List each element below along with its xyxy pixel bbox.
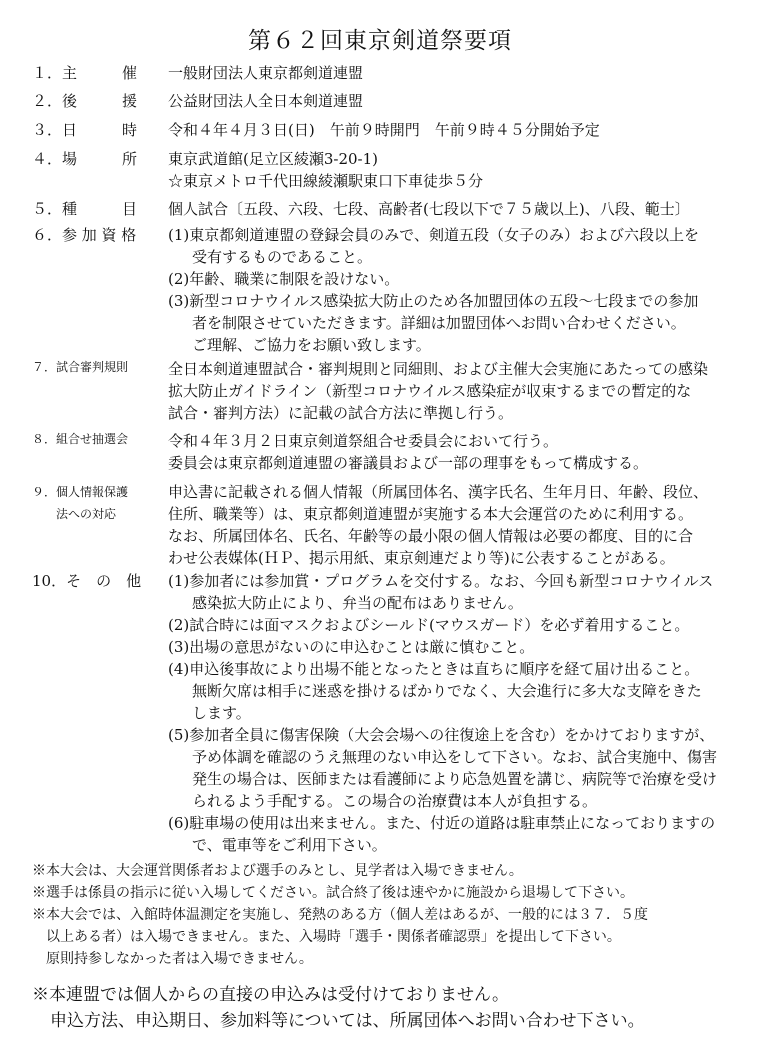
section-line: 無断欠席は相手に迷惑を掛けるばかりでなく、大会進行に多大な支障をきた: [192, 682, 702, 700]
section-line: なお、所属団体名、氏名、年齢等の最小限の個人情報は必要の都度、目的に合: [168, 527, 694, 545]
section-label: ４．場 所: [32, 150, 138, 168]
section-line: 一般財団法人東京都剣道連盟: [168, 64, 364, 82]
section-line: (5)参加者全員に傷害保険（大会会場への往復途上を含む）をかけておりますが、: [168, 726, 715, 744]
section-line: 東京武道館(足立区綾瀬3-20-1): [168, 150, 379, 168]
section-label: ２．後 援: [32, 92, 138, 110]
note-line: 以上ある者）は入場できません。また、入場時「選手・関係者確認票」を提出して下さい。: [46, 929, 621, 945]
section-line: します。: [192, 704, 251, 722]
section-line: ☆東京メトロ千代田線綾瀬駅東口下車徒歩５分: [168, 172, 484, 190]
section-line: 試合・審判方法）に記載の試合方法に準拠し行う。: [168, 404, 514, 422]
section-line: 住所、職業等）は、東京都剣道連盟が実施する本大会運営のために利用する。: [168, 505, 694, 523]
section-line: (1)東京都剣道連盟の登録会員のみで、剣道五段（女子のみ）および六段以上を: [168, 226, 699, 244]
section-line: 個人試合〔五段、六段、七段、高齢者(七段以下で７５歳以上)、八段、範士〕: [168, 200, 690, 218]
section-line: (4)申込後事故により出場不能となったときは直ちに順序を経て届け出ること。: [168, 660, 700, 678]
big-notes-block: [32, 982, 742, 1034]
section-line: (3)新型コロナウイルス感染拡大防止のため各加盟団体の五段～七段までの参加: [168, 292, 699, 310]
section-label: ３．日 時: [32, 121, 138, 139]
section-label-sub: 法への対応: [56, 507, 117, 521]
section-line: 令和４年３月２日東京剣道祭組合せ委員会において行う。: [168, 432, 559, 450]
section-line: られるよう手配する。この場合の治療費は本人が負担する。: [192, 792, 598, 810]
section-label: 10．そ の 他: [32, 572, 142, 590]
note-line: ※本大会は、大会運営関係者および選手のみとし、見学者は入場できません。: [32, 863, 523, 879]
section-line: 受有するものであること。: [192, 248, 373, 266]
section-label: ６．参 加 資 格: [32, 226, 137, 244]
section-line: ご理解、ご協力をお願い致します。: [192, 336, 431, 354]
section-line: 公益財団法人全日本剣道連盟: [168, 92, 364, 110]
section-label: ９．個人情報保護: [32, 485, 129, 499]
section-line: 令和４年４月３日(日) 午前９時開門 午前９時４５分開始予定: [168, 121, 600, 139]
section-line: 者を制限させていただきます。詳細は加盟団体へお問い合わせください。: [192, 314, 686, 332]
notes-block: [32, 860, 732, 970]
section-line: (2)年齢、職業に制限を設けない。: [168, 270, 400, 288]
section-line: 申込書に記載される個人情報（所属団体名、漢字氏名、生年月日、年齢、段位、: [168, 483, 709, 501]
note-line: 原則持参しなかった者は入場できません。: [46, 951, 313, 967]
section-line: (3)出場の意思がないのに申込むことは厳に慎むこと。: [168, 638, 535, 656]
section-label-wrap: [32, 481, 164, 525]
section-line: 全日本剣道連盟試合・審判規則と同細則、および主催大会実施にあたっての感染: [168, 360, 709, 378]
section-label: ７．試合審判規則: [32, 360, 129, 374]
section-line: 拡大防止ガイドライン（新型コロナウイルス感染症が収束するまでの暫定的な: [168, 382, 692, 400]
big-note-line: ※本連盟では個人からの直接の申込みは受付けておりません。: [32, 985, 510, 1005]
big-note-line: 申込方法、申込期日、参加料等については、所属団体へお問い合わせ下さい。: [50, 1011, 645, 1031]
section-line: 委員会は東京都剣道連盟の審議員および一部の理事をもって構成する。: [168, 454, 649, 472]
section-line: で、電車等をご利用下さい。: [192, 836, 387, 854]
section-line: わせ公表媒体(ＨＰ、掲示用紙、東京剣連だより等)に公表することがある。: [168, 549, 675, 567]
section-line: (6)駐車場の使用は出来ません。また、付近の道路は駐車禁止になっておりますの: [168, 814, 716, 832]
section-line: (1)参加者には参加賞・プログラムを交付する。なお、今回も新型コロナウイルス: [168, 572, 714, 590]
section-line: 発生の場合は、医師または看護師により応急処置を講じ、病院等で治療を受け: [192, 770, 718, 788]
section-label: ５．種 目: [32, 200, 138, 218]
section-line: (2)試合時には面マスクおよびシールド(マウスガード）を必ず着用すること。: [168, 616, 690, 634]
section-label: １．主 催: [32, 64, 138, 82]
section-line: 感染拡大防止により、弁当の配布はありません。: [192, 594, 523, 612]
note-line: ※選手は係員の指示に従い入場してください。試合終了後は速やかに施設から退場して下さい。: [32, 885, 634, 901]
section-line: 予め体調を確認のうえ無理のない申込をして下さい。なお、試合実施中、傷害: [192, 748, 718, 766]
note-line: ※本大会では、入館時体温測定を実施し、発熱のある方（個人差はあるが、一般的には３７．５度: [32, 907, 648, 923]
section-label: ８．組合せ抽選会: [32, 432, 129, 446]
document-title: 第６２回東京剣道祭要項: [248, 28, 512, 54]
